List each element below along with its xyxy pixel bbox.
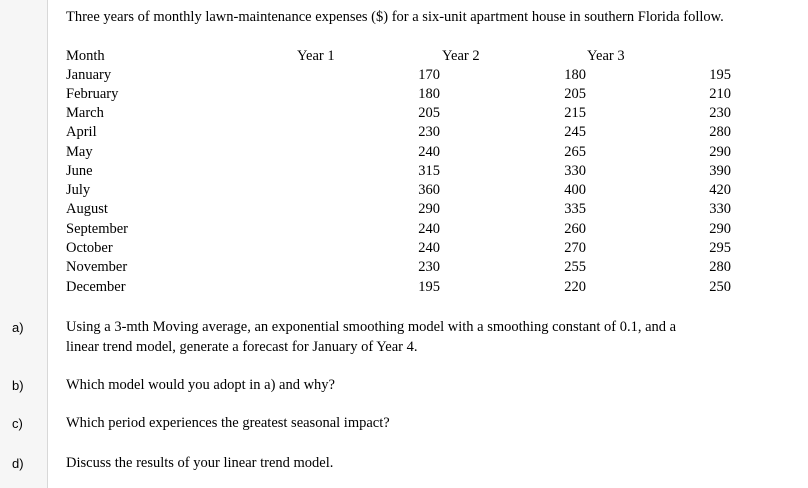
header-month: Month (66, 48, 105, 64)
header-year-2: Year 2 (442, 48, 480, 64)
cell-value: 180 (564, 67, 586, 83)
row-month: November (66, 259, 128, 275)
cell-value: 400 (564, 182, 586, 198)
cell-value: 210 (709, 86, 731, 102)
cell-value: 360 (418, 182, 440, 198)
cell-value: 390 (709, 163, 731, 179)
cell-value: 270 (564, 240, 586, 256)
cell-value: 220 (564, 279, 586, 295)
row-month: March (66, 105, 104, 121)
cell-value: 195 (418, 279, 440, 295)
question-c-label: c) (12, 416, 23, 431)
question-a-label: a) (12, 320, 24, 335)
cell-value: 335 (564, 201, 586, 217)
question-b-text: Which model would you adopt in a) and why? (66, 377, 335, 393)
header-year-1: Year 1 (297, 48, 335, 64)
question-d-label: d) (12, 456, 24, 471)
cell-value: 330 (709, 201, 731, 217)
cell-value: 205 (564, 86, 586, 102)
cell-value: 265 (564, 144, 586, 160)
row-month: June (66, 163, 93, 179)
cell-value: 255 (564, 259, 586, 275)
question-a-line-2: linear trend model, generate a forecast for January of Year 4. (66, 339, 418, 355)
cell-value: 230 (418, 259, 440, 275)
cell-value: 330 (564, 163, 586, 179)
header-year-3: Year 3 (587, 48, 625, 64)
cell-value: 205 (418, 105, 440, 121)
cell-value: 240 (418, 240, 440, 256)
cell-value: 290 (418, 201, 440, 217)
cell-value: 315 (418, 163, 440, 179)
row-month: April (66, 124, 97, 140)
cell-value: 245 (564, 124, 586, 140)
cell-value: 195 (709, 67, 731, 83)
row-month: February (66, 86, 119, 102)
cell-value: 280 (709, 259, 731, 275)
row-month: July (66, 182, 91, 198)
left-margin-gutter (0, 0, 48, 488)
question-b-label: b) (12, 378, 24, 393)
row-month: August (66, 201, 108, 217)
row-month: September (66, 221, 129, 237)
cell-value: 170 (418, 67, 440, 83)
question-d-text: Discuss the results of your linear trend model. (66, 455, 334, 471)
intro-paragraph: Three years of monthly lawn-maintenance expenses ($) for a six-unit apartment house in southern Florida follow. (66, 9, 724, 25)
row-month: January (66, 67, 112, 83)
cell-value: 280 (709, 124, 731, 140)
cell-value: 230 (418, 124, 440, 140)
row-month: December (66, 279, 126, 295)
question-c-text: Which period experiences the greatest seasonal impact? (66, 415, 390, 431)
cell-value: 290 (709, 221, 731, 237)
row-month: May (66, 144, 93, 160)
cell-value: 240 (418, 144, 440, 160)
cell-value: 420 (709, 182, 731, 198)
cell-value: 250 (709, 279, 731, 295)
cell-value: 240 (418, 221, 440, 237)
question-a-line-1: Using a 3-mth Moving average, an exponential smoothing model with a smoothing constant of 0.1, and a (66, 319, 677, 335)
question-a-text (66, 317, 766, 357)
cell-value: 260 (564, 221, 586, 237)
cell-value: 230 (709, 105, 731, 121)
cell-value: 295 (709, 240, 731, 256)
cell-value: 215 (564, 105, 586, 121)
row-month: October (66, 240, 113, 256)
cell-value: 180 (418, 86, 440, 102)
cell-value: 290 (709, 144, 731, 160)
